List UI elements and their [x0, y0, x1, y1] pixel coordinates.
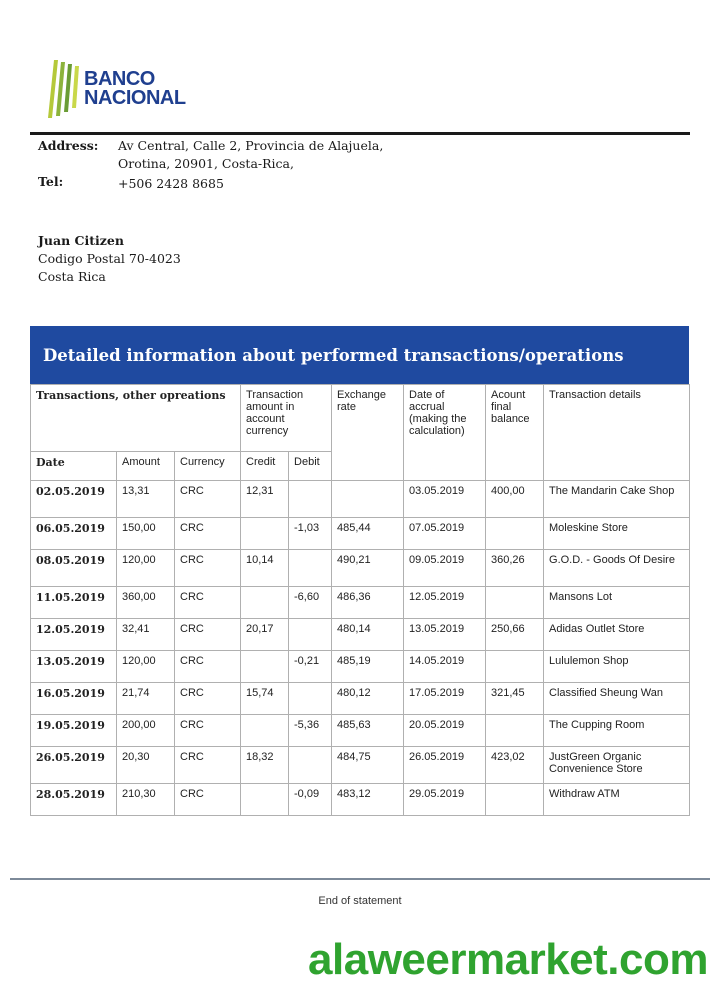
cell-amount: 32,41 — [117, 619, 175, 651]
cell-details: The Cupping Room — [544, 715, 690, 747]
cell-debit: -1,03 — [289, 518, 332, 550]
cell-details: Adidas Outlet Store — [544, 619, 690, 651]
cell-balance — [486, 715, 544, 747]
cell-exchange-rate: 490,21 — [332, 550, 404, 587]
table-row — [31, 619, 690, 651]
bank-name-line2: NACIONAL — [84, 87, 186, 109]
transactions-title: Detailed information about performed transactions/operations — [30, 326, 689, 384]
table-row — [31, 518, 690, 550]
cell-credit: 12,31 — [241, 481, 289, 518]
cell-currency: CRC — [175, 651, 241, 683]
cell-date: 26.05.2019 — [31, 747, 117, 784]
cell-debit — [289, 481, 332, 518]
cell-balance: 321,45 — [486, 683, 544, 715]
table-row — [31, 550, 690, 587]
header-amount: Amount — [117, 452, 175, 481]
customer-country: Costa Rica — [38, 269, 106, 284]
cell-amount: 21,74 — [117, 683, 175, 715]
tel-value: +506 2428 8685 — [118, 176, 224, 191]
bank-logo-text — [84, 70, 186, 108]
header-debit: Debit — [289, 452, 332, 481]
customer-block — [38, 232, 181, 286]
cell-amount: 200,00 — [117, 715, 175, 747]
cell-credit — [241, 587, 289, 619]
cell-debit: -6,60 — [289, 587, 332, 619]
cell-credit — [241, 518, 289, 550]
cell-debit — [289, 747, 332, 784]
cell-credit: 15,74 — [241, 683, 289, 715]
cell-accrual-date: 29.05.2019 — [404, 784, 486, 816]
cell-exchange-rate — [332, 481, 404, 518]
cell-debit — [289, 683, 332, 715]
cell-exchange-rate: 486,36 — [332, 587, 404, 619]
customer-postal: Codigo Postal 70-4023 — [38, 251, 181, 266]
table-row — [31, 683, 690, 715]
cell-exchange-rate: 480,14 — [332, 619, 404, 651]
cell-date: 08.05.2019 — [31, 550, 117, 587]
cell-details: Lululemon Shop — [544, 651, 690, 683]
cell-balance — [486, 651, 544, 683]
watermark-text: alaweermarket.com — [308, 935, 708, 984]
cell-exchange-rate: 484,75 — [332, 747, 404, 784]
cell-date: 16.05.2019 — [31, 683, 117, 715]
cell-amount: 360,00 — [117, 587, 175, 619]
cell-currency: CRC — [175, 683, 241, 715]
cell-credit — [241, 651, 289, 683]
transactions-table — [30, 384, 690, 816]
cell-currency: CRC — [175, 550, 241, 587]
transactions-section — [30, 326, 689, 816]
cell-debit: -0,21 — [289, 651, 332, 683]
cell-amount: 150,00 — [117, 518, 175, 550]
cell-credit — [241, 715, 289, 747]
end-of-statement: End of statement — [318, 895, 402, 907]
header-final-balance: Acount final balance — [486, 385, 544, 481]
header-divider — [30, 132, 690, 135]
cell-balance — [486, 518, 544, 550]
cell-balance — [486, 587, 544, 619]
cell-date: 28.05.2019 — [31, 784, 117, 816]
cell-details: G.O.D. - Goods Of Desire — [544, 550, 690, 587]
header-exchange-rate: Exchange rate — [332, 385, 404, 481]
cell-debit — [289, 619, 332, 651]
cell-balance: 400,00 — [486, 481, 544, 518]
customer-name: Juan Citizen — [38, 233, 124, 248]
cell-exchange-rate: 485,44 — [332, 518, 404, 550]
bank-logo-mark-icon — [48, 58, 84, 120]
cell-details: Classified Sheung Wan — [544, 683, 690, 715]
table-row — [31, 481, 690, 518]
cell-credit: 20,17 — [241, 619, 289, 651]
table-row — [31, 587, 690, 619]
cell-currency: CRC — [175, 784, 241, 816]
cell-balance: 360,26 — [486, 550, 544, 587]
cell-balance — [486, 784, 544, 816]
cell-date: 19.05.2019 — [31, 715, 117, 747]
cell-balance: 250,66 — [486, 619, 544, 651]
header-date-accrual: Date of accrual (making the calculation) — [404, 385, 486, 481]
tel-label: Tel: — [38, 174, 64, 189]
cell-currency: CRC — [175, 587, 241, 619]
cell-currency: CRC — [175, 715, 241, 747]
cell-date: 13.05.2019 — [31, 651, 117, 683]
bank-logo — [48, 58, 218, 120]
cell-accrual-date: 07.05.2019 — [404, 518, 486, 550]
cell-currency: CRC — [175, 747, 241, 784]
header-transaction-details: Transaction details — [544, 385, 690, 481]
cell-date: 02.05.2019 — [31, 481, 117, 518]
table-row — [31, 784, 690, 816]
cell-date: 11.05.2019 — [31, 587, 117, 619]
cell-debit — [289, 550, 332, 587]
cell-amount: 13,31 — [117, 481, 175, 518]
cell-accrual-date: 17.05.2019 — [404, 683, 486, 715]
cell-accrual-date: 09.05.2019 — [404, 550, 486, 587]
cell-accrual-date: 12.05.2019 — [404, 587, 486, 619]
cell-accrual-date: 13.05.2019 — [404, 619, 486, 651]
bank-name-line1: BANCO — [84, 68, 155, 90]
cell-details: Moleskine Store — [544, 518, 690, 550]
address-label: Address: — [38, 138, 99, 153]
address-line-1: Av Central, Calle 2, Provincia de Alajuela, — [118, 138, 384, 153]
cell-details: Withdraw ATM — [544, 784, 690, 816]
cell-details: Mansons Lot — [544, 587, 690, 619]
footer-divider — [10, 878, 710, 880]
cell-currency: CRC — [175, 619, 241, 651]
cell-amount: 120,00 — [117, 651, 175, 683]
transactions-body — [31, 481, 690, 816]
cell-date: 12.05.2019 — [31, 619, 117, 651]
cell-credit: 10,14 — [241, 550, 289, 587]
cell-exchange-rate: 485,63 — [332, 715, 404, 747]
cell-credit: 18,32 — [241, 747, 289, 784]
cell-date: 06.05.2019 — [31, 518, 117, 550]
cell-exchange-rate: 483,12 — [332, 784, 404, 816]
table-row — [31, 651, 690, 683]
cell-currency: CRC — [175, 481, 241, 518]
address-line-2: Orotina, 20901, Costa-Rica, — [118, 156, 294, 171]
cell-amount: 20,30 — [117, 747, 175, 784]
header-credit: Credit — [241, 452, 289, 481]
header-transactions-other: Transactions, other opreations — [31, 385, 241, 452]
cell-accrual-date: 20.05.2019 — [404, 715, 486, 747]
cell-accrual-date: 26.05.2019 — [404, 747, 486, 784]
cell-debit: -0,09 — [289, 784, 332, 816]
cell-accrual-date: 14.05.2019 — [404, 651, 486, 683]
cell-debit: -5,36 — [289, 715, 332, 747]
cell-details: JustGreen Organic Convenience Store — [544, 747, 690, 784]
header-date: Date — [31, 452, 117, 481]
cell-balance: 423,02 — [486, 747, 544, 784]
cell-accrual-date: 03.05.2019 — [404, 481, 486, 518]
cell-credit — [241, 784, 289, 816]
header-amount-account-currency: Transaction amount in account currency — [241, 385, 332, 452]
cell-exchange-rate: 485,19 — [332, 651, 404, 683]
table-row — [31, 747, 690, 784]
cell-amount: 210,30 — [117, 784, 175, 816]
table-row — [31, 715, 690, 747]
cell-amount: 120,00 — [117, 550, 175, 587]
header-currency: Currency — [175, 452, 241, 481]
cell-currency: CRC — [175, 518, 241, 550]
cell-details: The Mandarin Cake Shop — [544, 481, 690, 518]
cell-exchange-rate: 480,12 — [332, 683, 404, 715]
